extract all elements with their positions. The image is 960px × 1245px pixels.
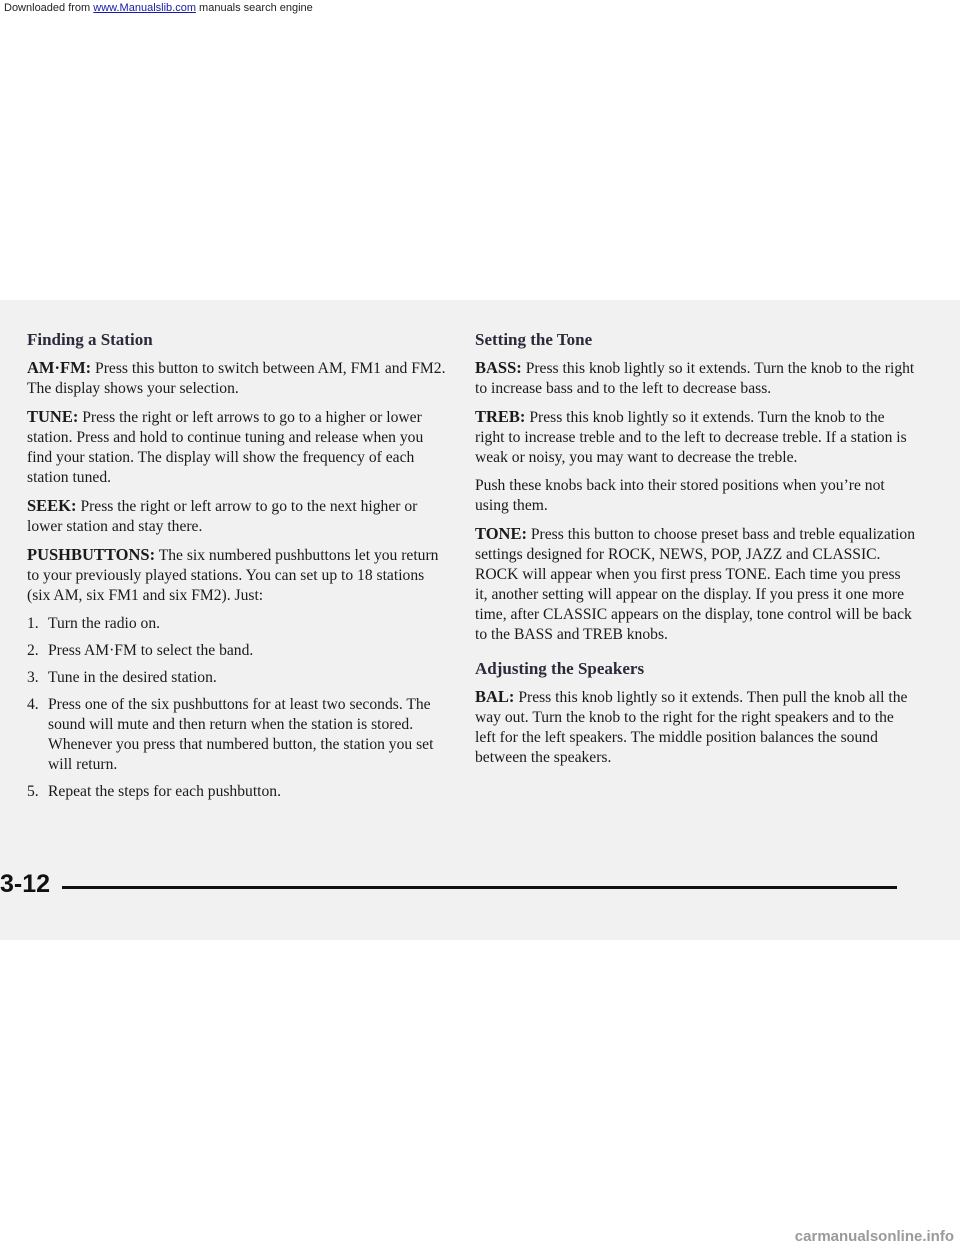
bal-text: Press this knob lightly so it extends. Then pull the knob all the way out. Turn the knob to the right for the right speakers and to the left for the left speakers. The middle position balances the sound between the speakers. bbox=[475, 689, 908, 766]
list-item bbox=[27, 668, 447, 688]
list-item bbox=[27, 782, 447, 802]
page-footer bbox=[0, 862, 960, 902]
left-column bbox=[27, 330, 447, 809]
pushbuttons-paragraph bbox=[27, 545, 447, 606]
step-number: 5. bbox=[27, 783, 39, 800]
treb-term: TREB: bbox=[475, 407, 526, 426]
pushbutton-steps bbox=[27, 614, 447, 802]
download-suffix: manuals search engine bbox=[199, 2, 313, 14]
step-number: 1. bbox=[27, 615, 39, 632]
step-number: 2. bbox=[27, 642, 39, 659]
step-number: 3. bbox=[27, 669, 39, 686]
page-number: 3-12 bbox=[0, 870, 51, 898]
manual-page bbox=[0, 300, 960, 940]
bal-paragraph bbox=[475, 687, 915, 768]
step-text: Press one of the six pushbuttons for at least two seconds. The sound will mute and then return when the station is stored. Whenever you press that numbered button, the station you set will return. bbox=[48, 696, 434, 773]
knobs-text: Push these knobs back into their stored positions when you’re not using them. bbox=[475, 477, 885, 514]
tune-paragraph bbox=[27, 407, 447, 488]
tone-paragraph bbox=[475, 524, 915, 645]
tune-text: Press the right or left arrows to go to a higher or lower station. Press and hold to continue tuning and release when you find your station. The display will show the frequency of each station tuned. bbox=[27, 409, 424, 486]
watermark: carmanualsonline.info bbox=[794, 1228, 954, 1245]
right-column bbox=[475, 330, 915, 776]
step-text: Tune in the desired station. bbox=[48, 669, 217, 686]
list-item bbox=[27, 641, 447, 661]
amfm-text: Press this button to switch between AM, FM1 and FM2. The display shows your selection. bbox=[27, 360, 446, 397]
bal-term: BAL: bbox=[475, 687, 515, 706]
step-text: Repeat the steps for each pushbutton. bbox=[48, 783, 281, 800]
seek-term: SEEK: bbox=[27, 496, 77, 515]
amfm-paragraph bbox=[27, 358, 447, 399]
setting-tone-heading: Setting the Tone bbox=[475, 330, 593, 349]
step-text: Press AM·FM to select the band. bbox=[48, 642, 254, 659]
step-number: 4. bbox=[27, 696, 39, 713]
seek-text: Press the right or left arrow to go to the next higher or lower station and stay there. bbox=[27, 498, 418, 535]
finding-station-heading: Finding a Station bbox=[27, 330, 153, 349]
seek-paragraph bbox=[27, 496, 447, 537]
knobs-paragraph bbox=[475, 476, 915, 516]
pushbuttons-text: The six numbered pushbuttons let you return to your previously played stations. You can set up to 18 stations (six AM, six FM1 and six FM2). Just: bbox=[27, 547, 439, 604]
manualslib-link[interactable]: www.Manualslib.com bbox=[93, 2, 196, 14]
list-item bbox=[27, 614, 447, 634]
footer-rule bbox=[62, 886, 897, 889]
bass-term: BASS: bbox=[475, 358, 522, 377]
tune-term: TUNE: bbox=[27, 407, 79, 426]
treb-paragraph bbox=[475, 407, 915, 468]
tone-text: Press this button to choose preset bass and treble equalization settings designed for ROCK, NEWS, POP, JAZZ and CLASSIC. ROCK will appear when you first press TONE. Each time you press it, another setting will appear on the display. If you press it one more time, after CLASSIC appears on the display, tone control will be back to the BASS and TREB knobs. bbox=[475, 526, 916, 643]
treb-text: Press this knob lightly so it extends. Turn the knob to the right to increase treble and to the left to decrease treble. If a station is weak or noisy, you may want to decrease the treble. bbox=[475, 409, 907, 466]
bass-text: Press this knob lightly so it extends. Turn the knob to the right to increase bass and to the left to decrease bass. bbox=[475, 360, 915, 397]
bass-paragraph bbox=[475, 358, 915, 399]
step-text: Turn the radio on. bbox=[48, 615, 161, 632]
adjusting-speakers-heading: Adjusting the Speakers bbox=[475, 659, 645, 678]
download-prefix: Downloaded from bbox=[4, 2, 91, 14]
download-banner bbox=[4, 2, 313, 14]
pushbuttons-term: PUSHBUTTONS: bbox=[27, 545, 156, 564]
tone-term: TONE: bbox=[475, 524, 527, 543]
list-item bbox=[27, 695, 447, 775]
amfm-term: AM·FM: bbox=[27, 358, 92, 377]
